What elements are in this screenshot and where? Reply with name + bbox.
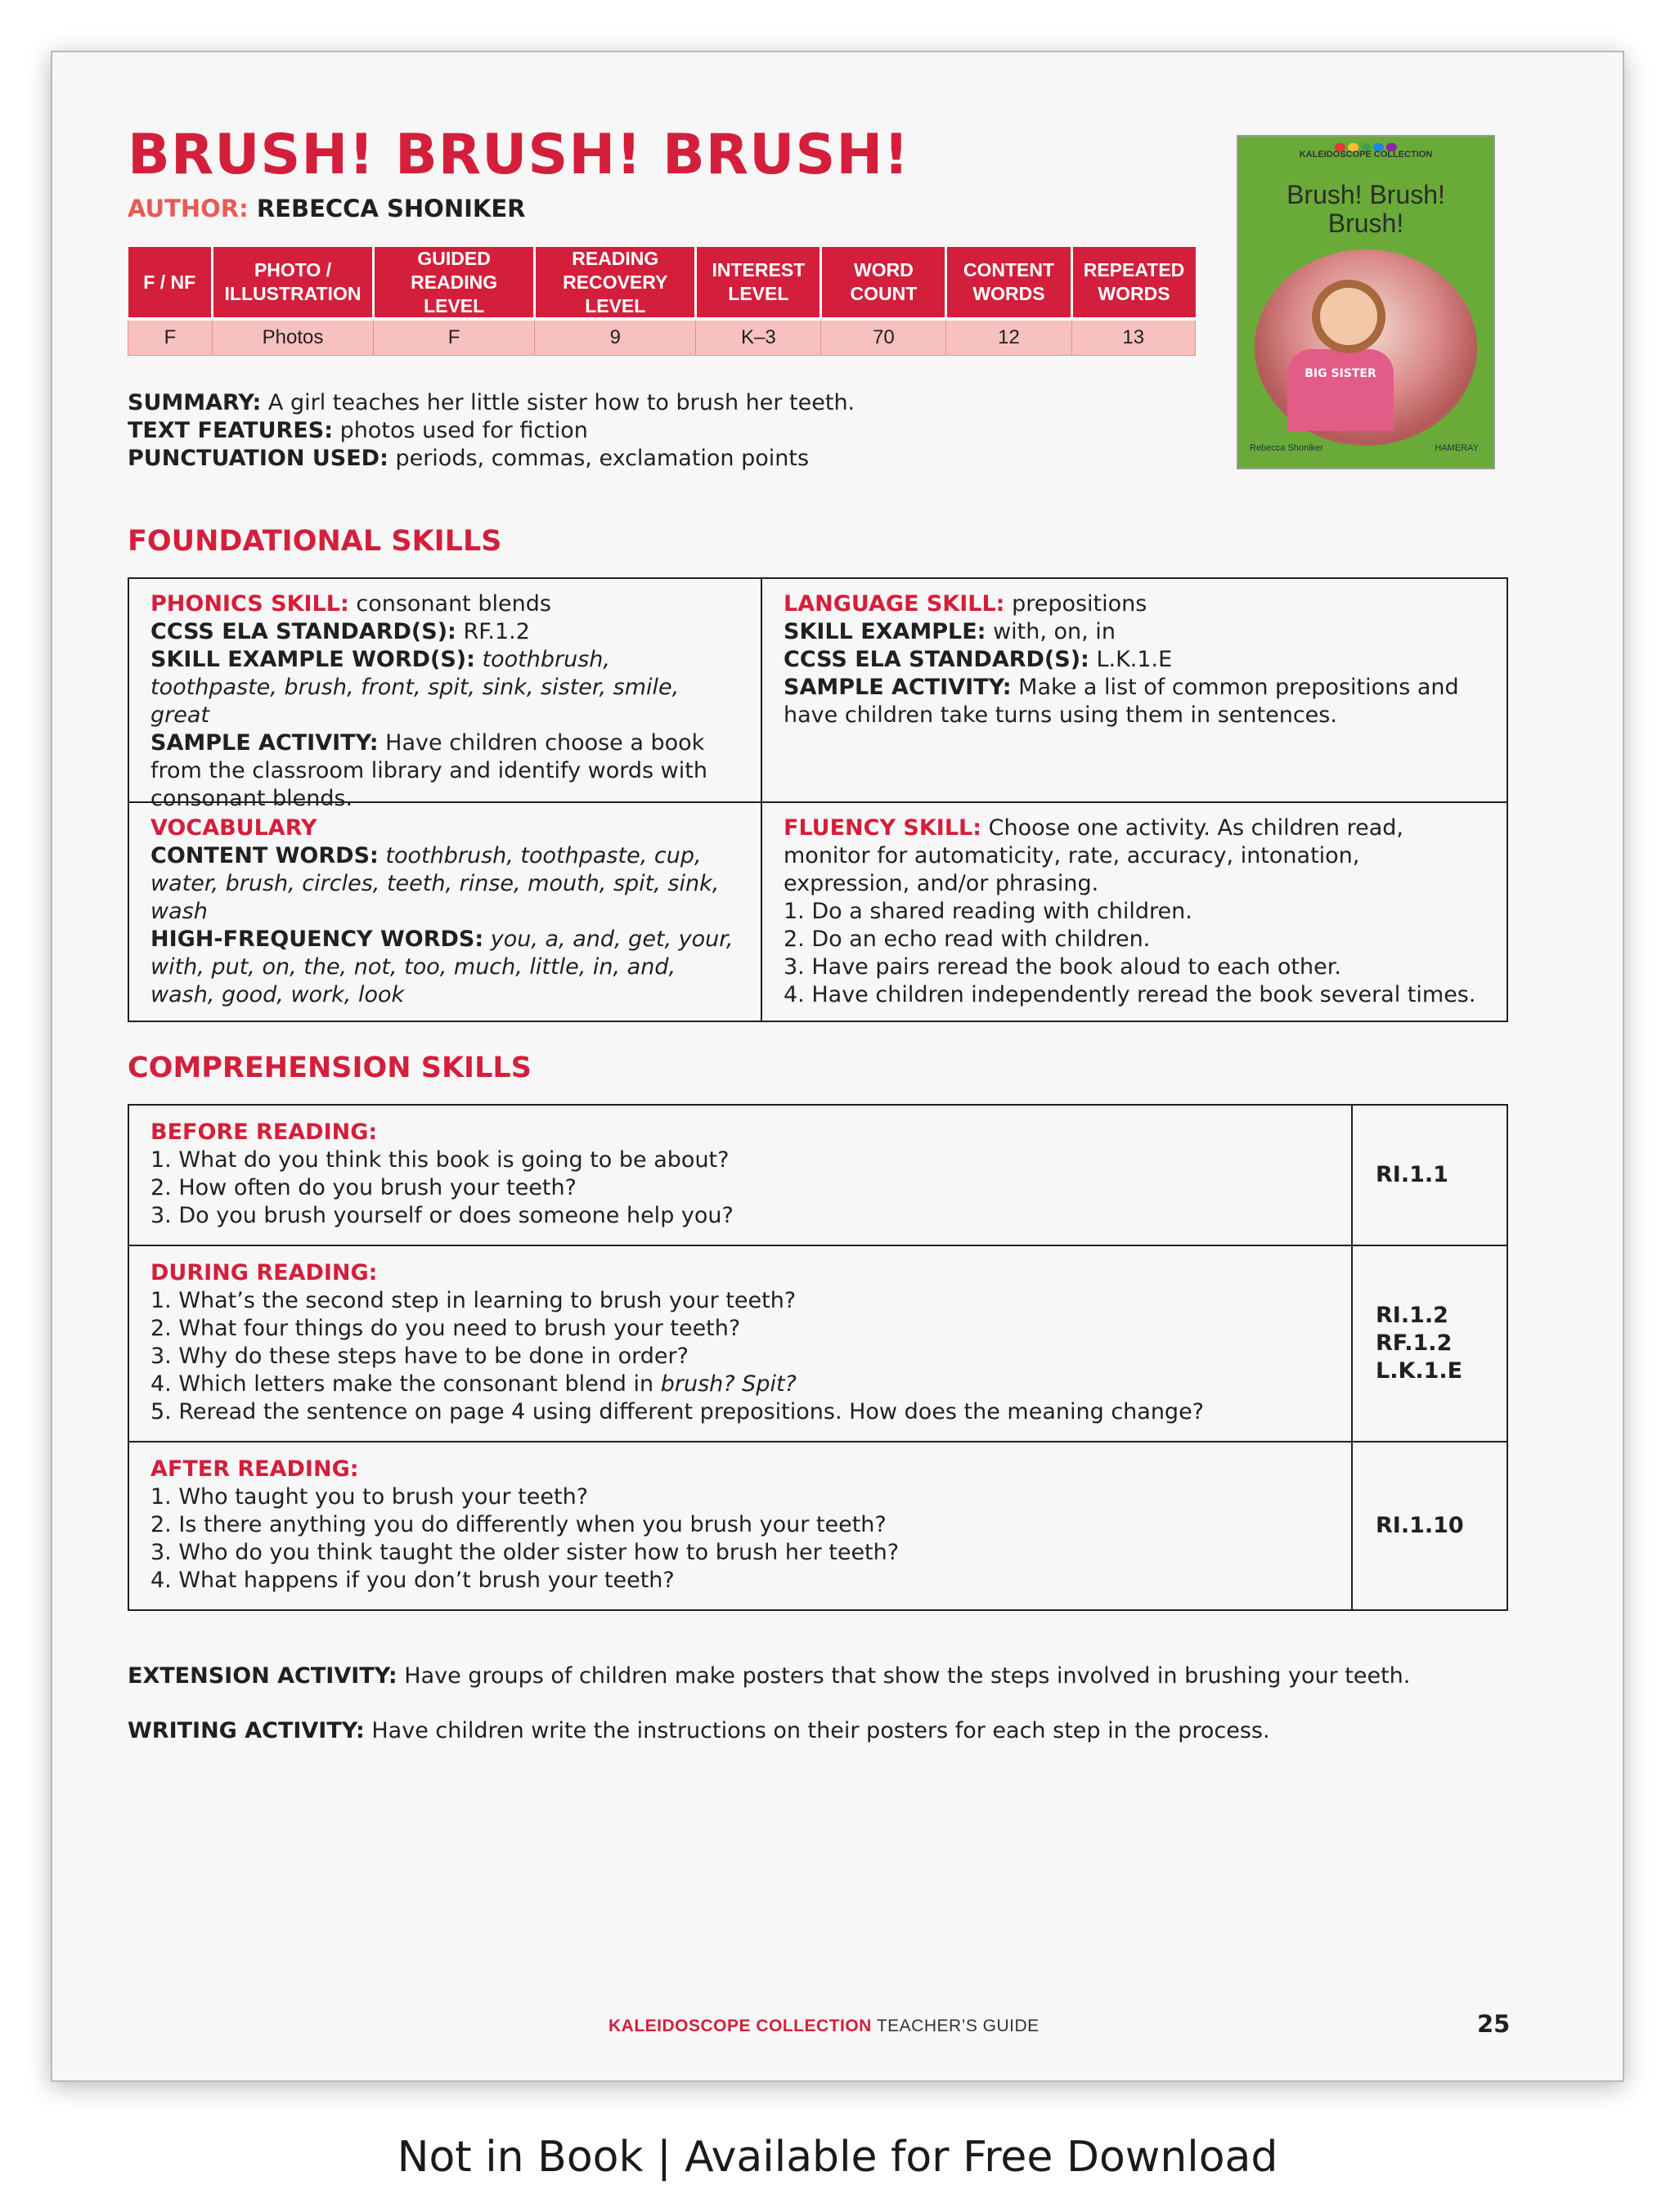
language-example-label: SKILL EXAMPLE: (784, 619, 986, 644)
question-item: 1. What do you think this book is going to be about? (150, 1147, 730, 1173)
header-wordcount: WORD COUNT (821, 247, 946, 319)
before-reading-row (129, 1106, 1507, 1246)
header-photo: PHOTO / ILLUSTRATION (212, 247, 373, 319)
value-recovery: 9 (535, 319, 696, 356)
phonics-label: PHONICS SKILL: (150, 591, 349, 617)
header-fnf: F / NF (128, 247, 213, 319)
download-note: Not in Book | Available for Free Download (397, 2133, 1278, 2182)
value-content: 12 (946, 319, 1071, 356)
question-item: 3. Do you brush yourself or does someone help you? (150, 1203, 734, 1228)
punctuation-label: PUNCTUATION USED: (128, 446, 388, 471)
standard-code: RI.1.2 (1376, 1303, 1448, 1328)
question-item: 1. Who taught you to brush your teeth? (150, 1484, 589, 1510)
extension-label: EXTENSION ACTIVITY: (128, 1663, 397, 1689)
hf-words-label: HIGH-FREQUENCY WORDS: (150, 927, 484, 952)
page-number: 25 (1477, 2010, 1511, 2038)
language-label: LANGUAGE SKILL: (784, 591, 1005, 617)
value-photo: Photos (212, 319, 373, 356)
summary-block (128, 389, 1215, 473)
header-recovery: READING RECOVERY LEVEL (535, 247, 696, 319)
text-features-line (128, 417, 1215, 445)
book-title: BRUSH! BRUSH! BRUSH! (128, 123, 910, 187)
during-reading-questions (129, 1246, 1353, 1441)
phonics-example-text: toothbrush, toothpaste, brush, front, spit, sink, sister, smile, great (150, 647, 680, 728)
header-repeated: REPEATED WORDS (1071, 247, 1195, 319)
girl-face-illustration (1312, 280, 1385, 353)
fluency-item: 4. Have children independently reread the book several times. (784, 982, 1476, 1007)
after-reading-label: AFTER READING: (150, 1456, 359, 1482)
language-standard-text: L.K.1.E (1089, 647, 1173, 672)
question-item: 4. What happens if you don’t brush your teeth? (150, 1568, 675, 1593)
cover-brand: KALEIDOSCOPE COLLECTION (1299, 150, 1433, 159)
during-reading-label: DURING READING: (150, 1260, 378, 1285)
page-footer (608, 2017, 1040, 2036)
fluency-item: 1. Do a shared reading with children. (784, 899, 1192, 924)
author-label: AUTHOR: (128, 195, 249, 222)
content-words-text: toothbrush, toothpaste, cup, water, brush, circles, teeth, rinse, mouth, spit, sink, wash (150, 843, 720, 924)
footer-guide: TEACHER’S GUIDE (871, 2017, 1040, 2035)
fluency-item: 3. Have pairs reread the book aloud to each other. (784, 954, 1341, 980)
phonics-standard-text: RF.1.2 (456, 619, 530, 644)
punctuation-line (128, 445, 1215, 473)
cover-publisher: HAMERAY (1435, 443, 1479, 453)
after-reading-row (129, 1443, 1507, 1609)
extension-text: Have groups of children make posters that show the steps involved in brushing your teeth. (397, 1663, 1411, 1689)
language-example-text: with, on, in (986, 619, 1116, 644)
shirt-text: BIG SISTER (1305, 367, 1376, 380)
language-activity-text: Make a list of common prepositions and have children take turns using them in sentences. (784, 675, 1459, 728)
vocabulary-label: VOCABULARY (150, 815, 317, 841)
writing-text: Have children write the instructions on their posters for each step in the process. (364, 1718, 1270, 1743)
phonics-text: consonant blends (348, 591, 551, 617)
summary-label: SUMMARY: (128, 390, 262, 415)
summary-text: A girl teaches her little sister how to brush her teeth. (261, 390, 855, 415)
phonics-activity-text: Have children choose a book from the classroom library and identify words with consonant blends. (150, 730, 707, 811)
phonics-example-label: SKILL EXAMPLE WORD(S): (150, 647, 475, 672)
before-reading-standards (1353, 1106, 1507, 1245)
language-activity-label: SAMPLE ACTIVITY: (784, 675, 1012, 700)
question-item (150, 1371, 1330, 1398)
phonics-cell (129, 579, 762, 811)
during-reading-row (129, 1246, 1507, 1443)
foundational-skills-heading: FOUNDATIONAL SKILLS (128, 525, 502, 558)
header-guided: GUIDED READING LEVEL (374, 247, 535, 319)
value-repeated: 13 (1071, 319, 1195, 356)
language-cell (762, 579, 1507, 803)
phonics-standard-label: CCSS ELA STANDARD(S): (150, 619, 456, 644)
comprehension-skills-heading: COMPREHENSION SKILLS (128, 1052, 532, 1084)
value-wordcount: 70 (821, 319, 946, 356)
book-cover-image (1237, 135, 1495, 469)
value-guided: F (374, 319, 535, 356)
author-line (128, 195, 526, 222)
before-reading-questions (129, 1106, 1353, 1245)
standard-code: RF.1.2 (1376, 1330, 1453, 1356)
during-reading-standards (1353, 1246, 1507, 1441)
question-item: 5. Reread the sentence on page 4 using different prepositions. How does the meaning change? (150, 1399, 1205, 1425)
cover-title-line1: Brush! Brush! (1287, 180, 1445, 209)
text-features-text: photos used for fiction (333, 418, 588, 443)
hf-words-text: you, a, and, get, your, with, put, on, the, not, too, much, little, in, and, wash, good, work, look (150, 927, 734, 1007)
cover-title (1238, 181, 1493, 238)
question-item: 3. Why do these steps have to be done in order? (150, 1344, 689, 1369)
fluency-label: FLUENCY SKILL: (784, 815, 982, 841)
author-name: REBECCA SHONIKER (256, 195, 526, 222)
header-content: CONTENT WORDS (946, 247, 1071, 319)
writing-activity (128, 1717, 1270, 1745)
cover-title-line2: Brush! (1327, 209, 1404, 239)
standard-code: RI.1.1 (1376, 1162, 1448, 1187)
question-item: 2. How often do you brush your teeth? (150, 1175, 577, 1200)
language-text: prepositions (1004, 591, 1147, 617)
after-reading-questions (129, 1443, 1353, 1609)
footer-brand: KALEIDOSCOPE COLLECTION (608, 2017, 872, 2035)
vocabulary-cell (129, 803, 762, 1021)
value-interest: K–3 (696, 319, 821, 356)
stats-header-row (128, 247, 1196, 319)
phonics-activity-label: SAMPLE ACTIVITY: (150, 730, 379, 756)
content-words-label: CONTENT WORDS: (150, 843, 379, 868)
header-interest: INTEREST LEVEL (696, 247, 821, 319)
question-item: 2. Is there anything you do differently when you brush your teeth? (150, 1512, 887, 1537)
extension-activity (128, 1662, 1410, 1690)
question-item-4-italic: brush? Spit? (660, 1371, 797, 1397)
text-features-label: TEXT FEATURES: (128, 418, 334, 443)
question-item: 2. What four things do you need to brush your teeth? (150, 1316, 741, 1341)
standard-code: RI.1.10 (1376, 1513, 1464, 1538)
fluency-cell (762, 803, 1507, 1021)
question-item: 3. Who do you think taught the older sister how to brush her teeth? (150, 1540, 900, 1565)
standard-code: L.K.1.E (1376, 1358, 1463, 1384)
fluency-item: 2. Do an echo read with children. (784, 927, 1151, 952)
cover-author: Rebecca Shoniker (1250, 443, 1323, 453)
question-item-4-text: 4. Which letters make the consonant blend in (150, 1371, 661, 1397)
language-standard-label: CCSS ELA STANDARD(S): (784, 647, 1089, 672)
before-reading-label: BEFORE READING: (150, 1119, 378, 1145)
punctuation-text: periods, commas, exclamation points (388, 446, 810, 471)
value-fnf: F (128, 319, 213, 356)
summary-line (128, 389, 1215, 417)
question-item: 1. What’s the second step in learning to brush your teeth? (150, 1288, 797, 1313)
stats-value-row (128, 319, 1196, 356)
after-reading-standards (1353, 1443, 1507, 1609)
writing-label: WRITING ACTIVITY: (128, 1718, 365, 1743)
book-stats-table (128, 247, 1196, 356)
girl-shirt-illustration (1287, 349, 1394, 431)
fluency-text: Choose one activity. As children read, monitor for automaticity, rate, accuracy, intonation, expression, and/or phrasing. (784, 815, 1403, 896)
foundational-skills-grid (128, 577, 1508, 1022)
comprehension-table (128, 1104, 1508, 1611)
